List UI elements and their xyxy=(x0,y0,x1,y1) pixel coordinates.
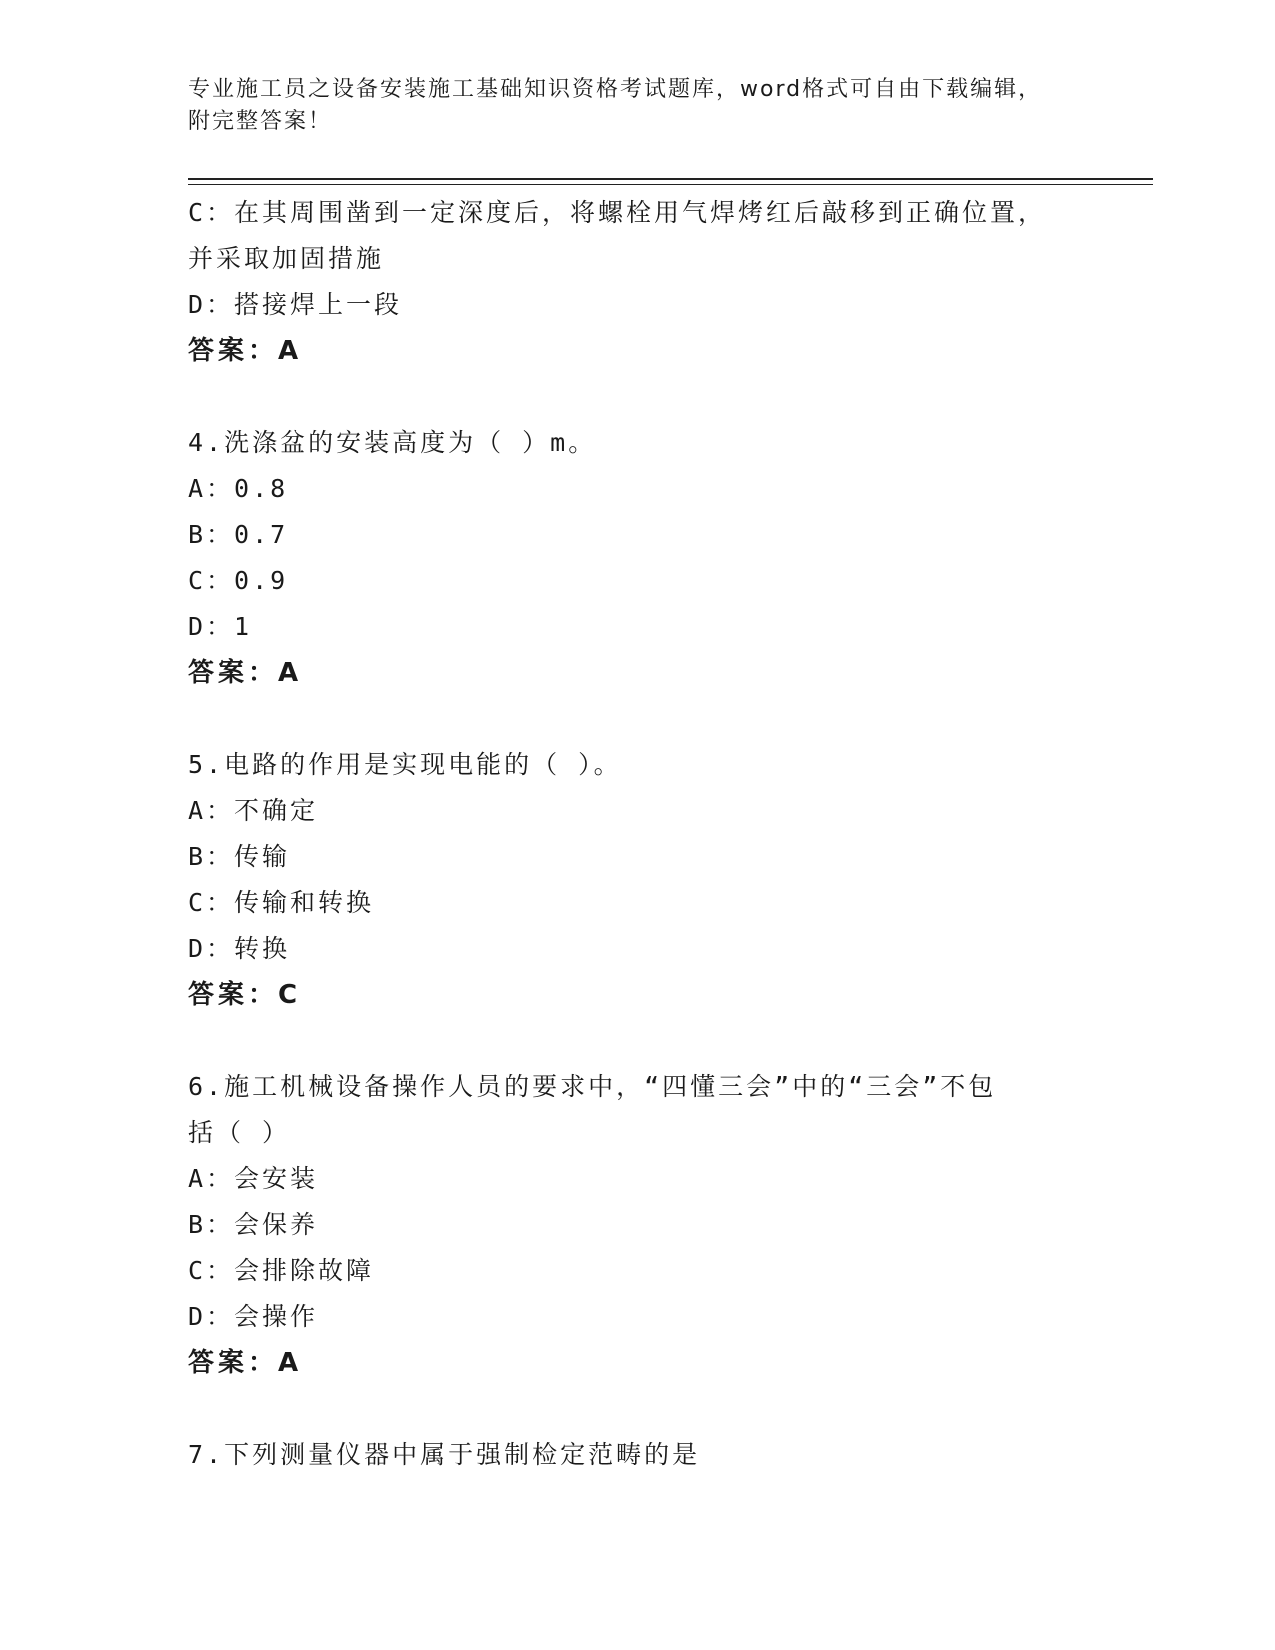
question-7 xyxy=(188,1432,1088,1478)
header-line-2: 附完整答案！ xyxy=(188,109,333,134)
option-a: A：会安装 xyxy=(188,1164,319,1193)
answer: 答案：A xyxy=(188,658,303,688)
question-4 xyxy=(188,420,1088,696)
option-b: B：传输 xyxy=(188,842,291,871)
option-c-line-1: C：在其周围凿到一定深度后，将螺栓用气焊烤红后敲移到正确位置， xyxy=(188,198,1047,227)
header-divider-thick xyxy=(188,178,1153,180)
option-d: D：1 xyxy=(188,612,253,641)
question-6 xyxy=(188,1064,1088,1386)
option-c: C：0.9 xyxy=(188,566,289,595)
question-5 xyxy=(188,742,1088,1018)
question-3-continued xyxy=(188,190,1088,374)
option-d: D：转换 xyxy=(188,934,291,963)
question-stem: 7.下列测量仪器中属于强制检定范畴的是 xyxy=(188,1440,701,1469)
option-b: B：0.7 xyxy=(188,520,289,549)
option-a: A：0.8 xyxy=(188,474,289,503)
option-c-line-2: 并采取加固措施 xyxy=(188,244,385,273)
option-d: D：搭接焊上一段 xyxy=(188,290,403,319)
option-c: C：会排除故障 xyxy=(188,1256,375,1285)
question-stem-line-2: 括（ ） xyxy=(188,1118,291,1147)
question-stem-line-1: 6.施工机械设备操作人员的要求中，“四懂三会”中的“三会”不包 xyxy=(188,1072,997,1101)
header-line-1: 专业施工员之设备安装施工基础知识资格考试题库，word格式可自由下载编辑， xyxy=(188,77,1043,102)
header-divider-thin xyxy=(188,184,1153,185)
document-header xyxy=(188,74,1088,138)
question-stem: 5.电路的作用是实现电能的（ ）。 xyxy=(188,750,622,779)
question-list xyxy=(188,190,1088,1478)
answer: 答案：A xyxy=(188,1348,303,1378)
answer: 答案：A xyxy=(188,336,303,366)
question-stem: 4.洗涤盆的安装高度为（ ）m。 xyxy=(188,428,597,457)
option-c: C：传输和转换 xyxy=(188,888,375,917)
option-d: D：会操作 xyxy=(188,1302,319,1331)
answer: 答案：C xyxy=(188,980,302,1010)
option-a: A：不确定 xyxy=(188,796,319,825)
option-b: B：会保养 xyxy=(188,1210,319,1239)
